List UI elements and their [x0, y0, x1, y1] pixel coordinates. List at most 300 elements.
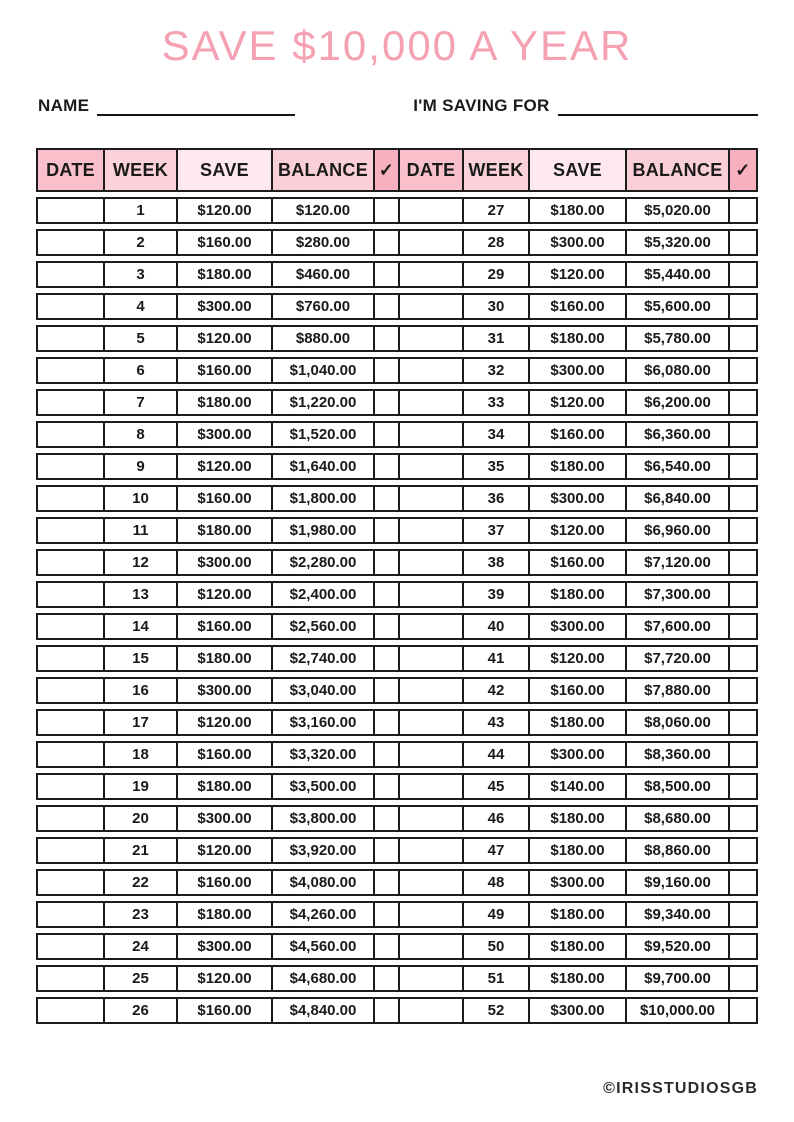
balance-cell: $460.00 [271, 261, 373, 288]
save-cell: $120.00 [528, 517, 625, 544]
table-row [36, 197, 758, 224]
balance-cell: $9,160.00 [625, 869, 728, 896]
save-cell: $180.00 [528, 901, 625, 928]
balance-cell: $3,320.00 [271, 741, 373, 768]
check-cell[interactable] [373, 933, 398, 960]
balance-cell: $7,720.00 [625, 645, 728, 672]
check-cell[interactable] [373, 517, 398, 544]
check-cell[interactable] [728, 549, 758, 576]
save-cell: $300.00 [528, 357, 625, 384]
check-cell[interactable] [728, 453, 758, 480]
header-save: SAVE [528, 148, 625, 192]
check-cell[interactable] [728, 773, 758, 800]
table-row [36, 229, 758, 256]
save-cell: $180.00 [528, 325, 625, 352]
table-row [36, 709, 758, 736]
week-cell: 13 [103, 581, 176, 608]
week-cell: 1 [103, 197, 176, 224]
week-cell: 10 [103, 485, 176, 512]
week-cell: 3 [103, 261, 176, 288]
check-cell[interactable] [373, 549, 398, 576]
balance-cell: $4,080.00 [271, 869, 373, 896]
balance-cell: $5,020.00 [625, 197, 728, 224]
balance-cell: $120.00 [271, 197, 373, 224]
week-cell: 39 [462, 581, 528, 608]
credit-text: ©IRISSTUDIOSGB [603, 1080, 758, 1097]
check-cell[interactable] [728, 389, 758, 416]
date-cell[interactable] [36, 421, 103, 448]
check-cell[interactable] [728, 933, 758, 960]
header-check: ✓ [728, 148, 758, 192]
balance-cell: $6,540.00 [625, 453, 728, 480]
balance-cell: $9,340.00 [625, 901, 728, 928]
check-cell[interactable] [373, 197, 398, 224]
date-cell[interactable] [398, 709, 462, 736]
save-cell: $180.00 [528, 805, 625, 832]
week-cell: 18 [103, 741, 176, 768]
save-cell: $160.00 [528, 549, 625, 576]
save-cell: $180.00 [528, 197, 625, 224]
week-cell: 26 [103, 997, 176, 1024]
balance-cell: $1,640.00 [271, 453, 373, 480]
table-row [36, 357, 758, 384]
check-cell[interactable] [728, 325, 758, 352]
save-cell: $300.00 [176, 933, 271, 960]
save-cell: $180.00 [176, 901, 271, 928]
balance-cell: $1,520.00 [271, 421, 373, 448]
balance-cell: $760.00 [271, 293, 373, 320]
balance-cell: $7,600.00 [625, 613, 728, 640]
table-row [36, 613, 758, 640]
date-cell[interactable] [36, 933, 103, 960]
date-cell[interactable] [398, 485, 462, 512]
check-cell[interactable] [728, 613, 758, 640]
balance-cell: $7,300.00 [625, 581, 728, 608]
week-cell: 12 [103, 549, 176, 576]
balance-cell: $8,360.00 [625, 741, 728, 768]
week-cell: 22 [103, 869, 176, 896]
week-cell: 42 [462, 677, 528, 704]
name-input-line[interactable] [97, 98, 295, 116]
balance-cell: $1,800.00 [271, 485, 373, 512]
date-cell[interactable] [36, 677, 103, 704]
check-cell[interactable] [728, 261, 758, 288]
save-cell: $160.00 [176, 869, 271, 896]
week-cell: 23 [103, 901, 176, 928]
balance-cell: $6,840.00 [625, 485, 728, 512]
date-cell[interactable] [398, 261, 462, 288]
table-row [36, 805, 758, 832]
save-cell: $180.00 [176, 645, 271, 672]
week-cell: 29 [462, 261, 528, 288]
save-cell: $160.00 [176, 357, 271, 384]
week-cell: 46 [462, 805, 528, 832]
save-cell: $300.00 [528, 741, 625, 768]
save-cell: $140.00 [528, 773, 625, 800]
date-cell[interactable] [398, 805, 462, 832]
date-cell[interactable] [36, 869, 103, 896]
date-cell[interactable] [398, 901, 462, 928]
save-cell: $180.00 [528, 453, 625, 480]
balance-cell: $6,360.00 [625, 421, 728, 448]
check-cell[interactable] [373, 421, 398, 448]
date-cell[interactable] [398, 677, 462, 704]
week-cell: 33 [462, 389, 528, 416]
check-cell[interactable] [728, 581, 758, 608]
table-row [36, 933, 758, 960]
balance-cell: $9,520.00 [625, 933, 728, 960]
header-balance: BALANCE [271, 148, 373, 192]
week-cell: 49 [462, 901, 528, 928]
table-row [36, 645, 758, 672]
week-cell: 25 [103, 965, 176, 992]
check-cell[interactable] [728, 965, 758, 992]
balance-cell: $1,220.00 [271, 389, 373, 416]
balance-cell: $1,040.00 [271, 357, 373, 384]
date-cell[interactable] [398, 869, 462, 896]
date-cell[interactable] [36, 997, 103, 1024]
week-cell: 47 [462, 837, 528, 864]
save-cell: $180.00 [176, 261, 271, 288]
check-cell[interactable] [373, 389, 398, 416]
date-cell[interactable] [36, 389, 103, 416]
check-cell[interactable] [373, 261, 398, 288]
balance-cell: $5,600.00 [625, 293, 728, 320]
week-cell: 16 [103, 677, 176, 704]
date-cell[interactable] [36, 773, 103, 800]
date-cell[interactable] [36, 485, 103, 512]
save-cell: $160.00 [176, 485, 271, 512]
check-cell[interactable] [728, 709, 758, 736]
date-cell[interactable] [398, 837, 462, 864]
date-cell[interactable] [36, 741, 103, 768]
balance-cell: $3,160.00 [271, 709, 373, 736]
balance-cell: $8,860.00 [625, 837, 728, 864]
save-cell: $300.00 [528, 229, 625, 256]
week-cell: 8 [103, 421, 176, 448]
check-cell[interactable] [728, 901, 758, 928]
table-row [36, 901, 758, 928]
week-cell: 6 [103, 357, 176, 384]
table-row [36, 869, 758, 896]
date-cell[interactable] [398, 645, 462, 672]
date-cell[interactable] [398, 613, 462, 640]
save-cell: $180.00 [176, 773, 271, 800]
week-cell: 27 [462, 197, 528, 224]
save-cell: $180.00 [528, 709, 625, 736]
saving-for-label: I'M SAVING FOR [413, 96, 550, 115]
balance-cell: $5,440.00 [625, 261, 728, 288]
week-cell: 44 [462, 741, 528, 768]
week-cell: 21 [103, 837, 176, 864]
date-cell[interactable] [398, 421, 462, 448]
week-cell: 4 [103, 293, 176, 320]
save-cell: $300.00 [528, 869, 625, 896]
check-cell[interactable] [728, 517, 758, 544]
balance-cell: $6,080.00 [625, 357, 728, 384]
check-cell[interactable] [728, 645, 758, 672]
balance-cell: $8,680.00 [625, 805, 728, 832]
date-cell[interactable] [398, 517, 462, 544]
balance-cell: $4,840.00 [271, 997, 373, 1024]
date-cell[interactable] [398, 549, 462, 576]
check-cell[interactable] [373, 613, 398, 640]
check-cell[interactable] [728, 197, 758, 224]
date-cell[interactable] [398, 453, 462, 480]
save-cell: $160.00 [528, 293, 625, 320]
week-cell: 14 [103, 613, 176, 640]
date-cell[interactable] [36, 293, 103, 320]
save-cell: $300.00 [176, 293, 271, 320]
check-cell[interactable] [373, 357, 398, 384]
date-cell[interactable] [36, 453, 103, 480]
table-row [36, 453, 758, 480]
date-cell[interactable] [36, 229, 103, 256]
check-cell[interactable] [373, 645, 398, 672]
date-cell[interactable] [36, 581, 103, 608]
check-cell[interactable] [373, 677, 398, 704]
page-title: SAVE $10,000 A YEAR [161, 22, 633, 69]
check-cell[interactable] [373, 773, 398, 800]
check-cell[interactable] [373, 293, 398, 320]
balance-cell: $8,500.00 [625, 773, 728, 800]
balance-cell: $6,200.00 [625, 389, 728, 416]
balance-cell: $4,260.00 [271, 901, 373, 928]
check-cell[interactable] [373, 997, 398, 1024]
save-cell: $120.00 [528, 389, 625, 416]
save-cell: $300.00 [528, 997, 625, 1024]
week-cell: 34 [462, 421, 528, 448]
check-cell[interactable] [728, 837, 758, 864]
date-cell[interactable] [398, 197, 462, 224]
date-cell[interactable] [36, 901, 103, 928]
check-cell[interactable] [728, 677, 758, 704]
table-header-row [36, 148, 758, 192]
date-cell[interactable] [36, 837, 103, 864]
saving-for-field-group [413, 96, 758, 116]
saving-for-input-line[interactable] [558, 98, 758, 116]
date-cell[interactable] [398, 357, 462, 384]
table-row [36, 485, 758, 512]
date-cell[interactable] [36, 645, 103, 672]
date-cell[interactable] [398, 741, 462, 768]
date-cell[interactable] [36, 325, 103, 352]
week-cell: 28 [462, 229, 528, 256]
check-cell[interactable] [373, 581, 398, 608]
balance-cell: $8,060.00 [625, 709, 728, 736]
balance-cell: $7,880.00 [625, 677, 728, 704]
balance-cell: $3,800.00 [271, 805, 373, 832]
date-cell[interactable] [398, 389, 462, 416]
date-cell[interactable] [398, 997, 462, 1024]
date-cell[interactable] [398, 229, 462, 256]
balance-cell: $280.00 [271, 229, 373, 256]
week-cell: 52 [462, 997, 528, 1024]
date-cell[interactable] [36, 709, 103, 736]
save-cell: $300.00 [176, 549, 271, 576]
week-cell: 40 [462, 613, 528, 640]
table-row [36, 517, 758, 544]
header-save: SAVE [176, 148, 271, 192]
week-cell: 5 [103, 325, 176, 352]
date-cell[interactable] [398, 325, 462, 352]
date-cell[interactable] [36, 549, 103, 576]
date-cell[interactable] [398, 965, 462, 992]
save-cell: $180.00 [528, 837, 625, 864]
check-cell[interactable] [728, 357, 758, 384]
week-cell: 51 [462, 965, 528, 992]
save-cell: $120.00 [176, 453, 271, 480]
week-cell: 41 [462, 645, 528, 672]
check-cell[interactable] [728, 869, 758, 896]
save-cell: $180.00 [528, 933, 625, 960]
balance-cell: $10,000.00 [625, 997, 728, 1024]
table-row [36, 837, 758, 864]
check-cell[interactable] [728, 421, 758, 448]
check-cell[interactable] [373, 485, 398, 512]
header-check: ✓ [373, 148, 398, 192]
table-row [36, 997, 758, 1024]
save-cell: $160.00 [176, 997, 271, 1024]
save-cell: $180.00 [528, 581, 625, 608]
save-cell: $120.00 [176, 197, 271, 224]
balance-cell: $3,920.00 [271, 837, 373, 864]
check-cell[interactable] [728, 485, 758, 512]
date-cell[interactable] [36, 805, 103, 832]
week-cell: 2 [103, 229, 176, 256]
check-cell[interactable] [373, 965, 398, 992]
date-cell[interactable] [36, 261, 103, 288]
check-cell[interactable] [373, 869, 398, 896]
check-cell[interactable] [373, 229, 398, 256]
check-cell[interactable] [728, 805, 758, 832]
check-cell[interactable] [373, 453, 398, 480]
header-week: WEEK [462, 148, 528, 192]
save-cell: $180.00 [528, 965, 625, 992]
week-cell: 20 [103, 805, 176, 832]
table-row [36, 741, 758, 768]
check-cell[interactable] [373, 709, 398, 736]
save-cell: $120.00 [176, 581, 271, 608]
table-row [36, 389, 758, 416]
date-cell[interactable] [398, 581, 462, 608]
week-cell: 9 [103, 453, 176, 480]
save-cell: $120.00 [528, 261, 625, 288]
save-cell: $120.00 [528, 645, 625, 672]
week-cell: 50 [462, 933, 528, 960]
week-cell: 17 [103, 709, 176, 736]
header-date: DATE [36, 148, 103, 192]
savings-table [36, 143, 758, 1029]
week-cell: 15 [103, 645, 176, 672]
save-cell: $160.00 [528, 421, 625, 448]
save-cell: $300.00 [176, 677, 271, 704]
save-cell: $160.00 [176, 613, 271, 640]
check-cell[interactable] [373, 805, 398, 832]
save-cell: $160.00 [176, 741, 271, 768]
balance-cell: $9,700.00 [625, 965, 728, 992]
table-row [36, 773, 758, 800]
week-cell: 30 [462, 293, 528, 320]
header-date: DATE [398, 148, 462, 192]
check-cell[interactable] [373, 837, 398, 864]
balance-cell: $5,320.00 [625, 229, 728, 256]
save-cell: $300.00 [528, 485, 625, 512]
check-cell[interactable] [373, 741, 398, 768]
check-cell[interactable] [728, 741, 758, 768]
check-cell[interactable] [728, 997, 758, 1024]
balance-cell: $1,980.00 [271, 517, 373, 544]
save-cell: $300.00 [176, 421, 271, 448]
balance-cell: $3,500.00 [271, 773, 373, 800]
date-cell[interactable] [36, 197, 103, 224]
table-row [36, 261, 758, 288]
save-cell: $300.00 [528, 613, 625, 640]
balance-cell: $5,780.00 [625, 325, 728, 352]
table-row [36, 325, 758, 352]
balance-cell: $7,120.00 [625, 549, 728, 576]
save-cell: $120.00 [176, 709, 271, 736]
check-cell[interactable] [373, 325, 398, 352]
week-cell: 19 [103, 773, 176, 800]
week-cell: 32 [462, 357, 528, 384]
check-cell[interactable] [728, 293, 758, 320]
week-cell: 7 [103, 389, 176, 416]
date-cell[interactable] [36, 965, 103, 992]
table-row [36, 677, 758, 704]
balance-cell: $2,280.00 [271, 549, 373, 576]
header-balance: BALANCE [625, 148, 728, 192]
table-row [36, 421, 758, 448]
save-cell: $180.00 [176, 389, 271, 416]
save-cell: $180.00 [176, 517, 271, 544]
week-cell: 11 [103, 517, 176, 544]
date-cell[interactable] [398, 293, 462, 320]
date-cell[interactable] [398, 933, 462, 960]
check-cell[interactable] [373, 901, 398, 928]
week-cell: 35 [462, 453, 528, 480]
week-cell: 31 [462, 325, 528, 352]
date-cell[interactable] [36, 613, 103, 640]
save-cell: $120.00 [176, 325, 271, 352]
week-cell: 24 [103, 933, 176, 960]
balance-cell: $6,960.00 [625, 517, 728, 544]
date-cell[interactable] [36, 517, 103, 544]
header-week: WEEK [103, 148, 176, 192]
week-cell: 38 [462, 549, 528, 576]
week-cell: 36 [462, 485, 528, 512]
save-cell: $160.00 [176, 229, 271, 256]
fill-in-row [38, 96, 758, 116]
save-cell: $300.00 [176, 805, 271, 832]
check-cell[interactable] [728, 229, 758, 256]
table-row [36, 581, 758, 608]
date-cell[interactable] [398, 773, 462, 800]
balance-cell: $2,560.00 [271, 613, 373, 640]
name-field-group [38, 96, 295, 116]
save-cell: $160.00 [528, 677, 625, 704]
save-cell: $120.00 [176, 837, 271, 864]
date-cell[interactable] [36, 357, 103, 384]
table-row [36, 965, 758, 992]
name-label: NAME [38, 96, 90, 115]
table-row [36, 549, 758, 576]
week-cell: 45 [462, 773, 528, 800]
week-cell: 43 [462, 709, 528, 736]
table-row [36, 293, 758, 320]
balance-cell: $3,040.00 [271, 677, 373, 704]
balance-cell: $2,740.00 [271, 645, 373, 672]
